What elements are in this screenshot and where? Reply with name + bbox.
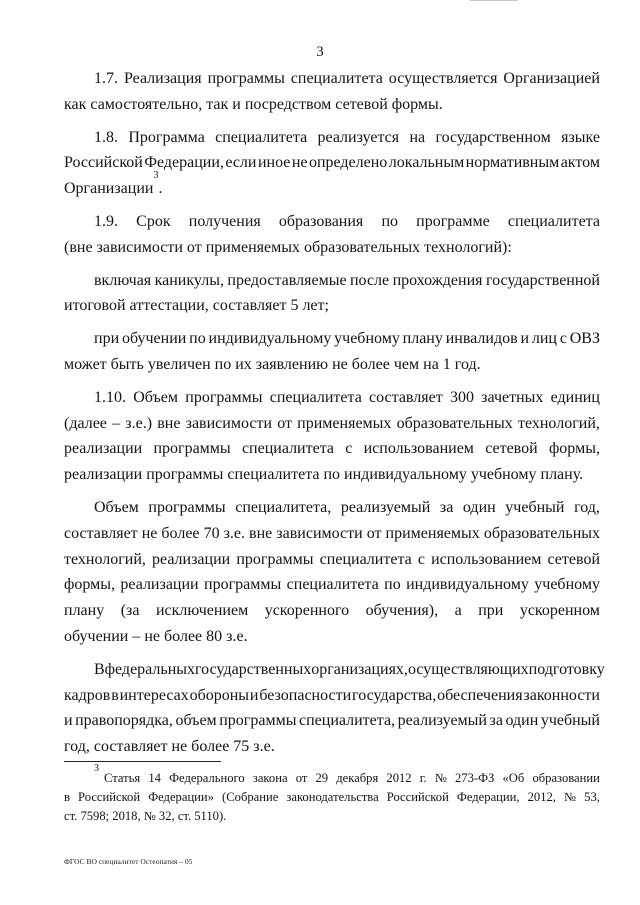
paragraph-line: 1.10. Объем программы специалитета составляет 300 зачетных единиц (94, 388, 600, 406)
paragraph-line: Объем программы специалитета, реализуемый за один учебный год, (94, 498, 600, 516)
footnote-marker: 3 (94, 763, 99, 774)
paragraph-line: при обучении по индивидуальному учебному плану инвалидов и лиц с ОВЗ (94, 330, 600, 348)
footnote-separator (64, 761, 221, 762)
footnote-reference: 3 (153, 170, 159, 182)
paragraph-line: и правопорядка, объем программы специалитета, реализуемый за один учебный (64, 712, 600, 730)
paragraph (64, 268, 600, 320)
paragraph-line: как самостоятельно, так и посредством сетевой формы. (64, 95, 443, 113)
paragraph-line: итоговой аттестации, составляет 5 лет; (64, 297, 329, 315)
paragraph-line: год, составляет не более 75 з.е. (64, 738, 275, 756)
paragraph-line: (вне зависимости от применяемых образовательных технологий): (64, 238, 512, 256)
page-number: 3 (316, 44, 324, 60)
paragraph-line: 1.9. Срок получения образования по программе специалитета (94, 212, 600, 230)
page-footer: ФГОС ВО специалитет Остеопатия – 05 (64, 857, 193, 866)
scan-edge-mark (470, 0, 518, 1)
paragraph-line: составляет не более 70 з.е. вне зависимости от применяемых образовательных (64, 524, 600, 542)
paragraph-gap (64, 261, 600, 268)
paragraph (64, 209, 600, 261)
paragraph-line (64, 170, 600, 202)
paragraph-gap (64, 118, 600, 125)
paragraph (64, 66, 600, 118)
footnote-line-text: Статья 14 Федерального закона от 29 декабря 2012 г. № 273-ФЗ «Об образовании (104, 771, 600, 785)
paragraph-line: плану (за исключением ускоренного обучения), а при ускоренном (64, 602, 600, 620)
paragraph-line: включая каникулы, предоставляемые после прохождения государственной (94, 271, 600, 289)
paragraph (64, 385, 600, 488)
paragraph-gap (64, 319, 600, 326)
paragraph-gap (64, 650, 600, 657)
paragraph (64, 326, 600, 378)
paragraph-gap (64, 202, 600, 209)
paragraph-line: 1.7. Реализация программы специалитета осуществляется Организацией (94, 70, 600, 87)
paragraph-line: реализации программы специалитета по индивидуальному учебному плану. (64, 466, 584, 484)
paragraph-line: обучении – не более 80 з.е. (64, 627, 248, 645)
paragraph-line: (далее – з.е.) вне зависимости от применяемых образовательных технологий, (64, 414, 600, 432)
paragraph (64, 125, 600, 202)
paragraph (64, 657, 605, 760)
paragraph-gap (64, 378, 600, 385)
paragraph-line: 1.8. Программа специалитета реализуется на государственном языке (94, 128, 600, 146)
footnote (64, 763, 600, 826)
paragraph-line: реализации программы специалитета с использованием сетевой формы, (64, 440, 600, 458)
paragraph-line: технологий, реализации программы специалитета с использованием сетевой (64, 550, 600, 568)
paragraph-line: формы, реализации программы специалитета по индивидуальному учебному (64, 576, 600, 594)
paragraph-line: В федеральных государственных организациях, осуществляющих подготовку (94, 660, 605, 678)
footnote-line: в Российской Федерации» (Собрание законодательства Российской Федерации, 2012, № 53, (64, 790, 600, 804)
paragraph-gap (64, 488, 600, 495)
footnote-line (64, 763, 600, 788)
paragraph-line-text: Организации (64, 180, 154, 198)
paragraph-line: Российской Федерации, если иное не определено локальным нормативным актом (64, 154, 600, 172)
paragraph-line-end: . (158, 180, 163, 198)
footnote-line: ст. 7598; 2018, № 32, ст. 5110). (64, 809, 227, 823)
paragraph-line: может быть увеличен по их заявлению не более чем на 1 год. (64, 355, 481, 373)
paragraph (64, 495, 600, 650)
paragraph-line: кадров в интересах обороны и безопасности государства, обеспечения законности (64, 686, 600, 704)
document-body (64, 66, 605, 760)
